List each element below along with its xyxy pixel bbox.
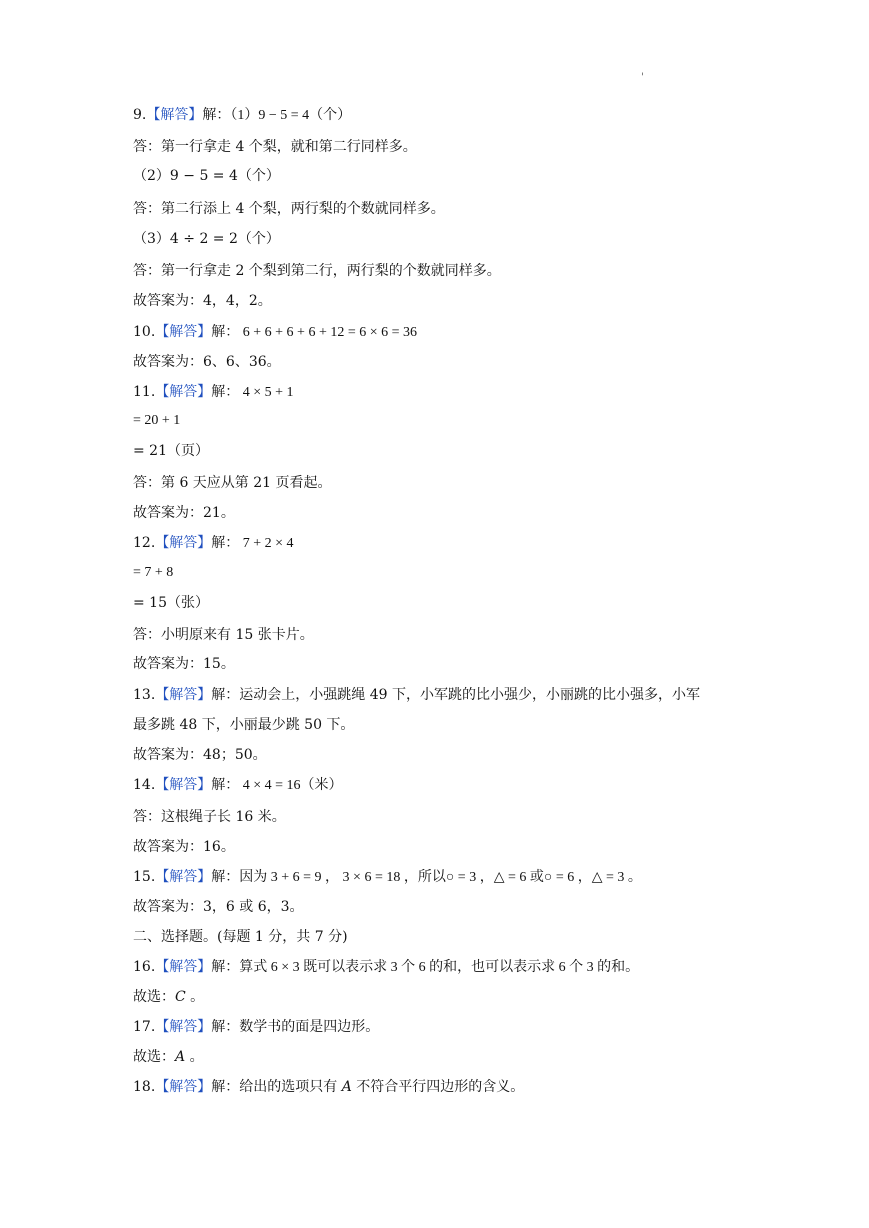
text-line: （3）4 ÷ 2 = 2（个） xyxy=(133,231,280,247)
answer-14-line: 14.【解答】解： 4 × 4 = 16（米） xyxy=(133,777,343,793)
answer-13-line: 13.【解答】解：运动会上，小强跳绳 49 下，小军跳的比小强少，小丽跳的比小强多，小军 xyxy=(133,687,700,703)
text-line: 故答案为：48；50。 xyxy=(133,747,267,763)
text-line: = 21（页） xyxy=(133,443,209,459)
answer-tag: 【解答】 xyxy=(146,107,203,123)
choice-line: 故选：C 。 xyxy=(133,989,205,1005)
answer-tag: 【解答】 xyxy=(155,777,212,793)
section-heading: 二、选择题。(每题 1 分，共 7 分) xyxy=(133,929,348,945)
text-line: 最多跳 48 下，小丽最少跳 50 下。 xyxy=(133,717,355,733)
text-line: 故答案为：3，6 或 6，3。 xyxy=(133,899,304,915)
answer-16-line: 16.【解答】解：算式 6 × 3 既可以表示求 3 个 6 的和，也可以表示求 6 个 3 的和。 xyxy=(133,959,640,975)
answer-12-line: 12.【解答】解： 7 + 2 × 4 xyxy=(133,535,294,551)
text-line: = 7 + 8 xyxy=(133,565,174,580)
answer-9-line: 9.【解答】解：（1）9 − 5 = 4（个） xyxy=(133,107,352,123)
text-line: 答：第一行拿走 4 个梨，就和第二行同样多。 xyxy=(133,139,417,155)
answer-tag: 【解答】 xyxy=(155,687,212,703)
text-line: 答：第一行拿走 2 个梨到第二行，两行梨的个数就同样多。 xyxy=(133,263,501,279)
answer-tag: 【解答】 xyxy=(155,869,212,885)
text-line: 答：小明原来有 15 张卡片。 xyxy=(133,627,314,643)
answer-tag: 【解答】 xyxy=(155,535,212,551)
text-line: 故答案为：21。 xyxy=(133,505,235,521)
answer-tag: 【解答】 xyxy=(155,384,212,400)
answer-11-line: 11.【解答】解： 4 × 5 + 1 xyxy=(133,384,294,400)
text-line: 答：第二行添上 4 个梨，两行梨的个数就同样多。 xyxy=(133,201,445,217)
answer-10-line: 10.【解答】解： 6 + 6 + 6 + 6 + 12 = 6 × 6 = 36 xyxy=(133,324,418,340)
text-line: = 20 + 1 xyxy=(133,413,181,428)
text-line: （2）9 − 5 = 4（个） xyxy=(133,168,280,184)
answer-18-line: 18.【解答】解：给出的选项只有 A 不符合平行四边形的含义。 xyxy=(133,1079,525,1095)
answer-tag: 【解答】 xyxy=(155,1019,212,1035)
top-mark: ' xyxy=(641,72,644,83)
answer-17-line: 17.【解答】解：数学书的面是四边形。 xyxy=(133,1019,380,1035)
answer-tag: 【解答】 xyxy=(155,324,212,340)
text-line: 故答案为：16。 xyxy=(133,839,235,855)
text-line: 答：第 6 天应从第 21 页看起。 xyxy=(133,475,332,491)
text-line: 故答案为：6、6、36。 xyxy=(133,354,281,370)
text-line: 故答案为：15。 xyxy=(133,656,235,672)
answer-tag: 【解答】 xyxy=(155,959,212,975)
text-line: = 15（张） xyxy=(133,595,209,611)
choice-line: 故选：A 。 xyxy=(133,1049,204,1065)
text-line: 答：这根绳子长 16 米。 xyxy=(133,809,286,825)
answer-tag: 【解答】 xyxy=(155,1079,212,1095)
answer-15-line: 15.【解答】解：因为 3 + 6 = 9 ， 3 × 6 = 18 ，所以○ = 3 ，△ = 6 或○ = 6 ，△ = 3 。 xyxy=(133,869,642,885)
text-line: 故答案为：4，4，2。 xyxy=(133,293,272,309)
